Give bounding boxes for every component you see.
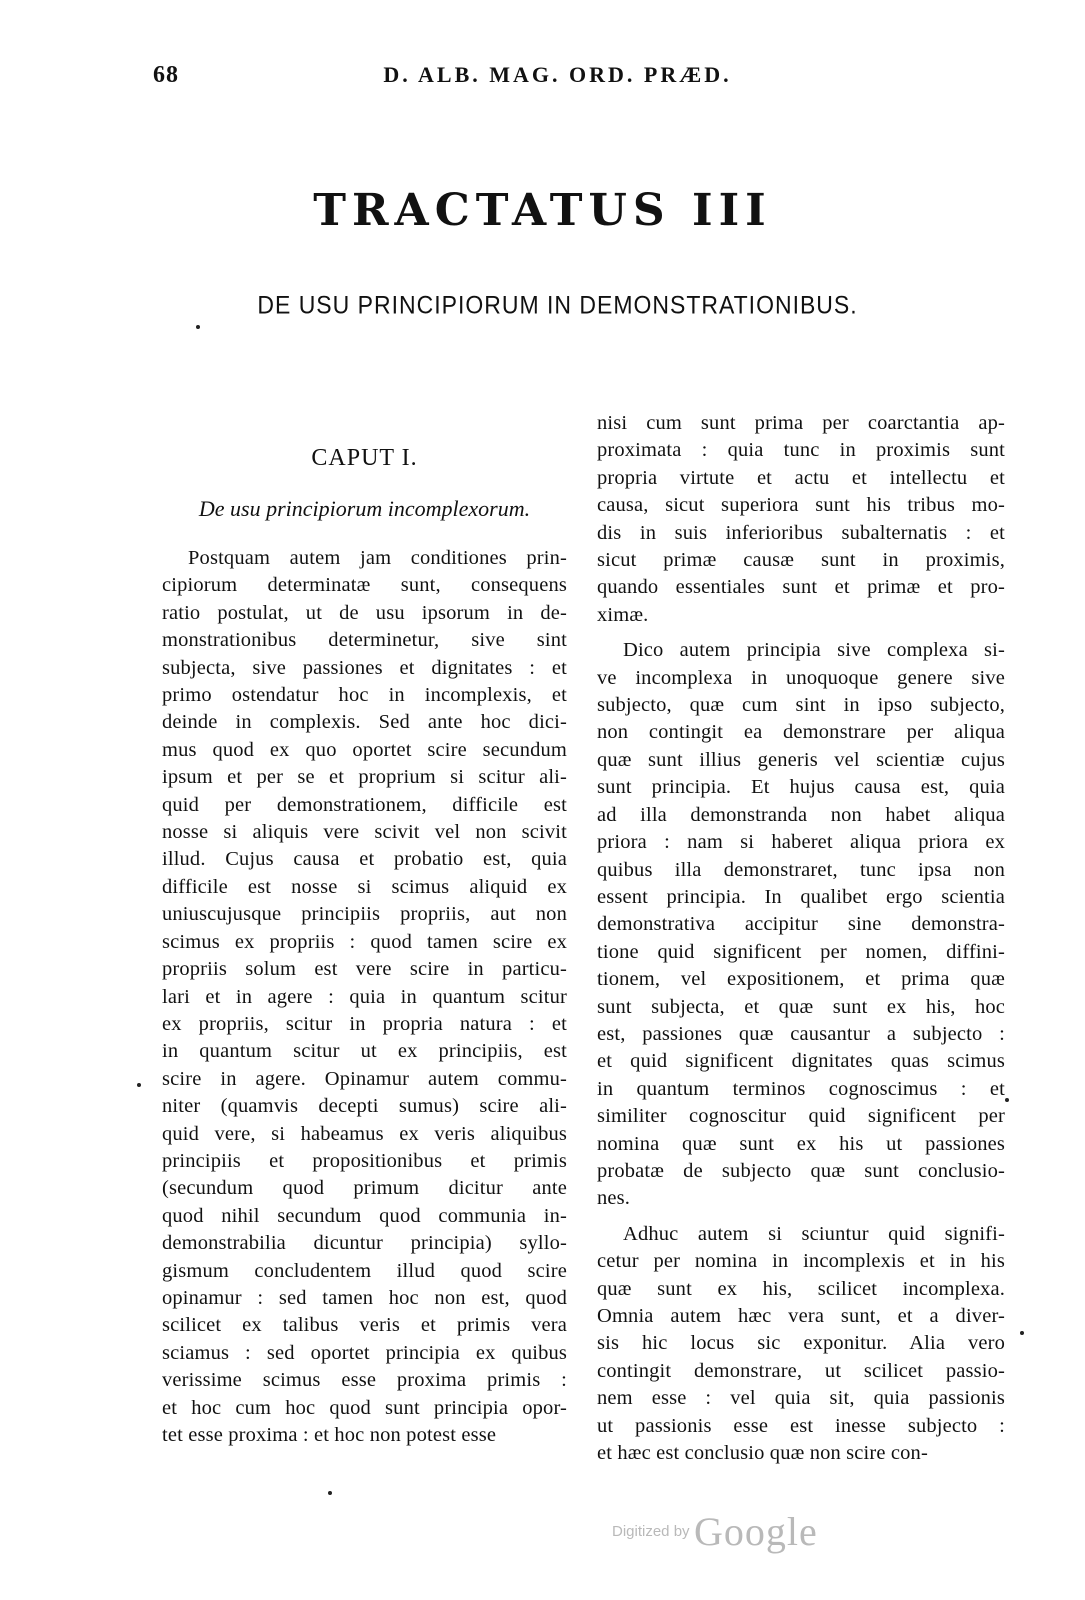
text-line: tione quid significent per nomen, diffini- <box>597 940 1005 963</box>
text-line: lari et in agere : quia in quantum scitur <box>162 985 567 1008</box>
ink-speck <box>196 325 200 329</box>
text-line: similiter cognoscitur quid significent per <box>597 1105 1005 1128</box>
text-line: nisi cum sunt prima per coarctantia ap- <box>597 412 1005 434</box>
text-line: quod nihil secundum quod communia in- <box>162 1204 567 1227</box>
text-line: nes. <box>597 1187 631 1210</box>
text-line: et quid significent dignitates quas scimus <box>597 1050 1005 1073</box>
text-line: demonstrativa accipitur sine demonstra- <box>597 913 1005 936</box>
text-line: subjecto, quæ cum sint in ipso subjecto, <box>597 694 1005 717</box>
text-line: ve incomplexa in unoquoque genere sive <box>597 666 1005 689</box>
text-line: sis hic locus sic exponitur. Alia vero <box>597 1332 1005 1355</box>
text-line: niter (quamvis decepti sumus) scire ali- <box>162 1095 567 1118</box>
tractatus-subtitle: DE USU PRINCIPIORUM IN DEMONSTRATIONIBUS. <box>257 290 858 319</box>
text-line: monstrationibus determinetur, sive sint <box>162 629 567 652</box>
text-line: sicut primæ causæ sunt in proximis, <box>597 549 1005 572</box>
text-line: probatæ de subjecto quæ sunt conclusio- <box>597 1159 1005 1182</box>
text-line: quibus illa demonstraret, tunc ipsa non <box>597 858 1005 881</box>
text-line: contingit demonstrare, ut scilicet passio- <box>597 1359 1005 1382</box>
text-line: propriis solum est vere scire in particu- <box>162 958 567 981</box>
text-line: essent principia. In qualibet ergo scientia <box>597 885 1005 908</box>
text-line: est, passiones quæ causantur a subjecto : <box>597 1022 1005 1045</box>
google-logo: Google <box>694 1509 818 1554</box>
text-line: proximata : quia tunc in proximis sunt <box>597 439 1005 462</box>
text-line: scilicet ex talibus veris et primis vera <box>162 1314 567 1337</box>
text-line: quid per demonstrationem, difficile est <box>162 793 567 816</box>
text-line: propria virtute et actu et intellectu et <box>597 466 1005 489</box>
text-line: primo ostendatur hoc in incomplexis, et <box>162 684 567 707</box>
text-line: ipsum et per se et proprium si scitur ali- <box>162 766 567 789</box>
text-line: opinamur : sed tamen hoc non est, quod <box>162 1286 567 1309</box>
left-column <box>162 545 567 1449</box>
text-line: sunt subjecta, et quæ sunt ex his, hoc <box>597 995 1005 1018</box>
text-line: quæ sunt illius generis vel scientiæ cujus <box>597 748 1005 771</box>
page-number: 68 <box>153 62 179 88</box>
text-line: priora : nam si haberet aliqua priora ex <box>597 831 1005 854</box>
text-line: ximæ. <box>597 603 649 626</box>
text-line: in quantum scitur ut ex principiis, est <box>162 1040 567 1063</box>
text-line: demonstrabilia dicuntur principia) syllo- <box>162 1232 567 1255</box>
text-line: cetur per nomina in incomplexis et in his <box>597 1250 1005 1273</box>
text-line: uniuscujusque principiis propriis, aut non <box>162 903 567 926</box>
caput-subtitle: De usu principiorum incomplexorum. <box>198 496 531 521</box>
text-line: et hæc est conclusio quæ non scire con- <box>597 1442 928 1465</box>
tractatus-title: TRACTATUS III <box>313 185 772 236</box>
text-line: subjecta, sive passiones et dignitates : et <box>162 656 567 679</box>
text-line: quid vere, si habeamus ex veris aliquibus <box>162 1122 567 1145</box>
ink-speck <box>1020 1331 1024 1335</box>
text-line: dis in suis inferioribus subalternatis : et <box>597 521 1005 544</box>
text-line: nosse si aliquis vere scivit vel non scivit <box>162 821 567 844</box>
digitized-by-label: Digitized by <box>612 1523 690 1540</box>
text-line: mus quod ex quo oportet scire secundum <box>162 738 567 761</box>
text-line: sciamus : sed oportet principia ex quibus <box>162 1341 567 1364</box>
text-line: scire in agere. Opinamur autem commu- <box>162 1067 567 1090</box>
text-line: ex propriis, scitur in propria natura : et <box>162 1012 567 1035</box>
ink-speck <box>137 1083 141 1087</box>
running-head: D. ALB. MAG. ORD. PRÆD. <box>383 62 732 87</box>
text-line: non contingit ea demonstrare per aliqua <box>597 721 1005 744</box>
text-line: sunt principia. Et hujus causa est, quia <box>597 776 1005 799</box>
paragraph-gap <box>597 1213 1005 1221</box>
text-line: principiis et propositionibus et primis <box>162 1149 567 1172</box>
digitized-footer <box>612 1508 818 1555</box>
paragraph-gap <box>597 629 1005 637</box>
text-line: tionem, vel expositionem, et prima quæ <box>597 968 1005 991</box>
text-line: gismum concludentem illud quod scire <box>162 1259 567 1282</box>
text-line: Adhuc autem si sciuntur quid signifi- <box>623 1222 1005 1245</box>
text-line: quando essentiales sunt et primæ et pro- <box>597 576 1005 599</box>
text-line: nomina quæ sunt ex his ut passiones <box>597 1132 1005 1155</box>
text-line: difficile est nosse si scimus aliquid ex <box>162 875 567 898</box>
text-line: verissime scimus esse proxima primis : <box>162 1369 567 1392</box>
text-line: in quantum terminos cognoscimus : et <box>597 1077 1005 1100</box>
text-line: illud. Cujus causa et probatio est, quia <box>162 848 567 871</box>
text-line: ad illa demonstranda non habet aliqua <box>597 803 1005 826</box>
text-line: causa, sicut superiora sunt his tribus mo- <box>597 494 1005 517</box>
ink-speck <box>1005 1098 1009 1102</box>
caput-heading: CAPUT I. <box>311 445 418 471</box>
text-line: (secundum quod primum dicitur ante <box>162 1177 567 1200</box>
text-line: Dico autem principia sive complexa si- <box>623 639 1005 662</box>
text-line: nem esse : vel quia sit, quia passionis <box>597 1387 1005 1410</box>
text-line: tet esse proxima : et hoc non potest esse <box>162 1424 497 1446</box>
text-line: et hoc cum hoc quod sunt principia opor- <box>162 1396 567 1419</box>
text-line: ut passionis esse est inesse subjecto : <box>597 1414 1005 1437</box>
text-line: deinde in complexis. Sed ante hoc dici- <box>162 711 567 734</box>
text-line: Postquam autem jam conditiones prin- <box>188 547 567 569</box>
text-line: Omnia autem hæc vera sunt, et a diver- <box>597 1305 1005 1327</box>
text-line: cipiorum determinatæ sunt, consequens <box>162 574 567 597</box>
right-column <box>597 410 1005 1467</box>
text-line: scimus ex propriis : quod tamen scire ex <box>162 930 567 953</box>
ink-speck <box>328 1491 332 1495</box>
text-line: ratio postulat, ut de usu ipsorum in de- <box>162 601 567 624</box>
text-line: quæ sunt ex his, scilicet incomplexa. <box>597 1277 1005 1300</box>
